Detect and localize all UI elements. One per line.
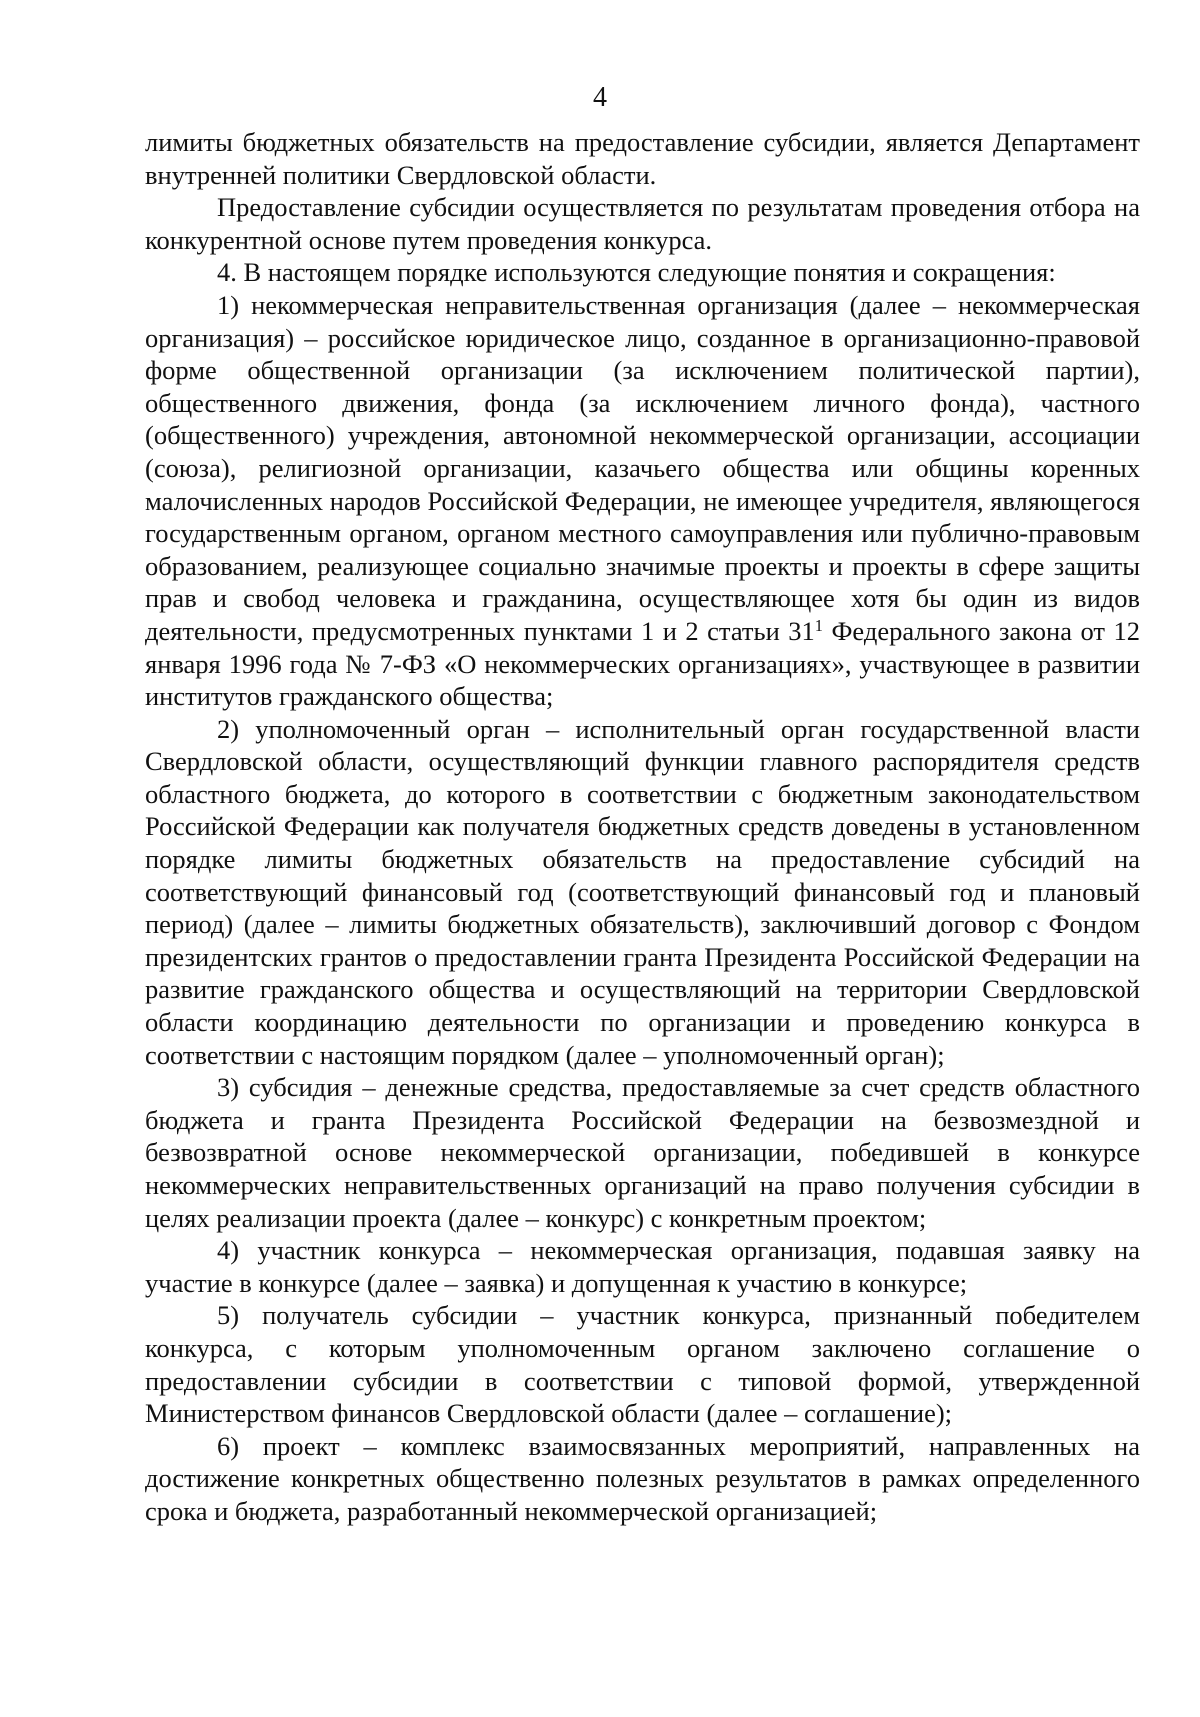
paragraph-definition-4: 4) участник конкурса – некоммерческая организация, подавшая заявку на участие в конкурсе (далее – заявка) и допущенная к участию в конкурсе;: [145, 1235, 1140, 1298]
document-body: [145, 126, 1140, 1528]
definition-1-text: 1) некоммерческая неправительственная организация (далее – некоммерческая организация) – российское юридическое лицо, созданное в организационно-правовой форме общественной организации (за исключением политической партии), общественного движения, фонда (за исключением личного фонда), частного (общественного) учреждения, автономной некоммерческой организации, ассоциации (союза), религиозной организации, казачьего общества или общины коренных малочисленных народов Российской Федерации, не имеющее учредителя, являющегося государственным органом, органом местного самоуправления или публично-правовым образованием, реализующее социально значимые проекты и проекты в сфере защиты прав и свобод человека и гражданина, осуществляющее хотя бы один из видов деятельности, предусмотренных пунктами 1 и 2 статьи 31: [145, 289, 1140, 646]
paragraph-provision: Предоставление субсидии осуществляется по результатам проведения отбора на конкурентной основе путем проведения конкурса.: [145, 192, 1140, 255]
paragraph-definition-1: [145, 289, 1140, 713]
paragraph-limits: лимиты бюджетных обязательств на предоставление субсидии, является Департамент внутренней политики Свердловской области.: [145, 127, 1140, 190]
definition-1-tail: Федерального закона от 12 января 1996 года № 7-ФЗ «О некоммерческих организациях», участвующее в развитии институтов гражданского общества;: [145, 615, 1140, 712]
article-superscript: 1: [814, 615, 823, 635]
paragraph-definition-6: 6) проект – комплекс взаимосвязанных мероприятий, направленных на достижение конкретных общественно полезных результатов в рамках определенного срока и бюджета, разработанный некоммерческой организацией;: [145, 1430, 1140, 1526]
paragraph-definitions-intro: 4. В настоящем порядке используются следующие понятия и сокращения:: [217, 257, 1056, 288]
paragraph-definition-2: 2) уполномоченный орган – исполнительный орган государственной власти Свердловской области, осуществляющий функции главного распорядителя средств областного бюджета, до которого в соответствии с бюджетным законодательством Российской Федерации как получателя бюджетных средств доведены в установленном порядке лимиты бюджетных обязательств на предоставление субсидий на соответствующий финансовый год (соответствующий финансовый год и плановый период) (далее – лимиты бюджетных обязательств), заключивший договор с Фондом президентских грантов о предоставлении гранта Президента Российской Федерации на развитие гражданского общества и осуществляющий на территории Свердловской области координацию деятельности по организации и проведению конкурса в соответствии с настоящим порядком (далее – уполномоченный орган);: [145, 713, 1140, 1070]
page-number: 4: [593, 82, 607, 113]
paragraph-definition-3: 3) субсидия – денежные средства, предоставляемые за счет средств областного бюджета и гранта Президента Российской Федерации на безвозмездной и безвозвратной основе некоммерческой организации, победившей в конкурсе некоммерческих неправительственных организаций на право получения субсидии в целях реализации проекта (далее – конкурс) с конкретным проектом;: [145, 1072, 1140, 1233]
paragraph-definition-5: 5) получатель субсидии – участник конкурса, признанный победителем конкурса, с которым уполномоченным органом заключено соглашение о предоставлении субсидии в соответствии с типовой формой, утвержденной Министерством финансов Свердловской области (далее – соглашение);: [145, 1300, 1140, 1429]
